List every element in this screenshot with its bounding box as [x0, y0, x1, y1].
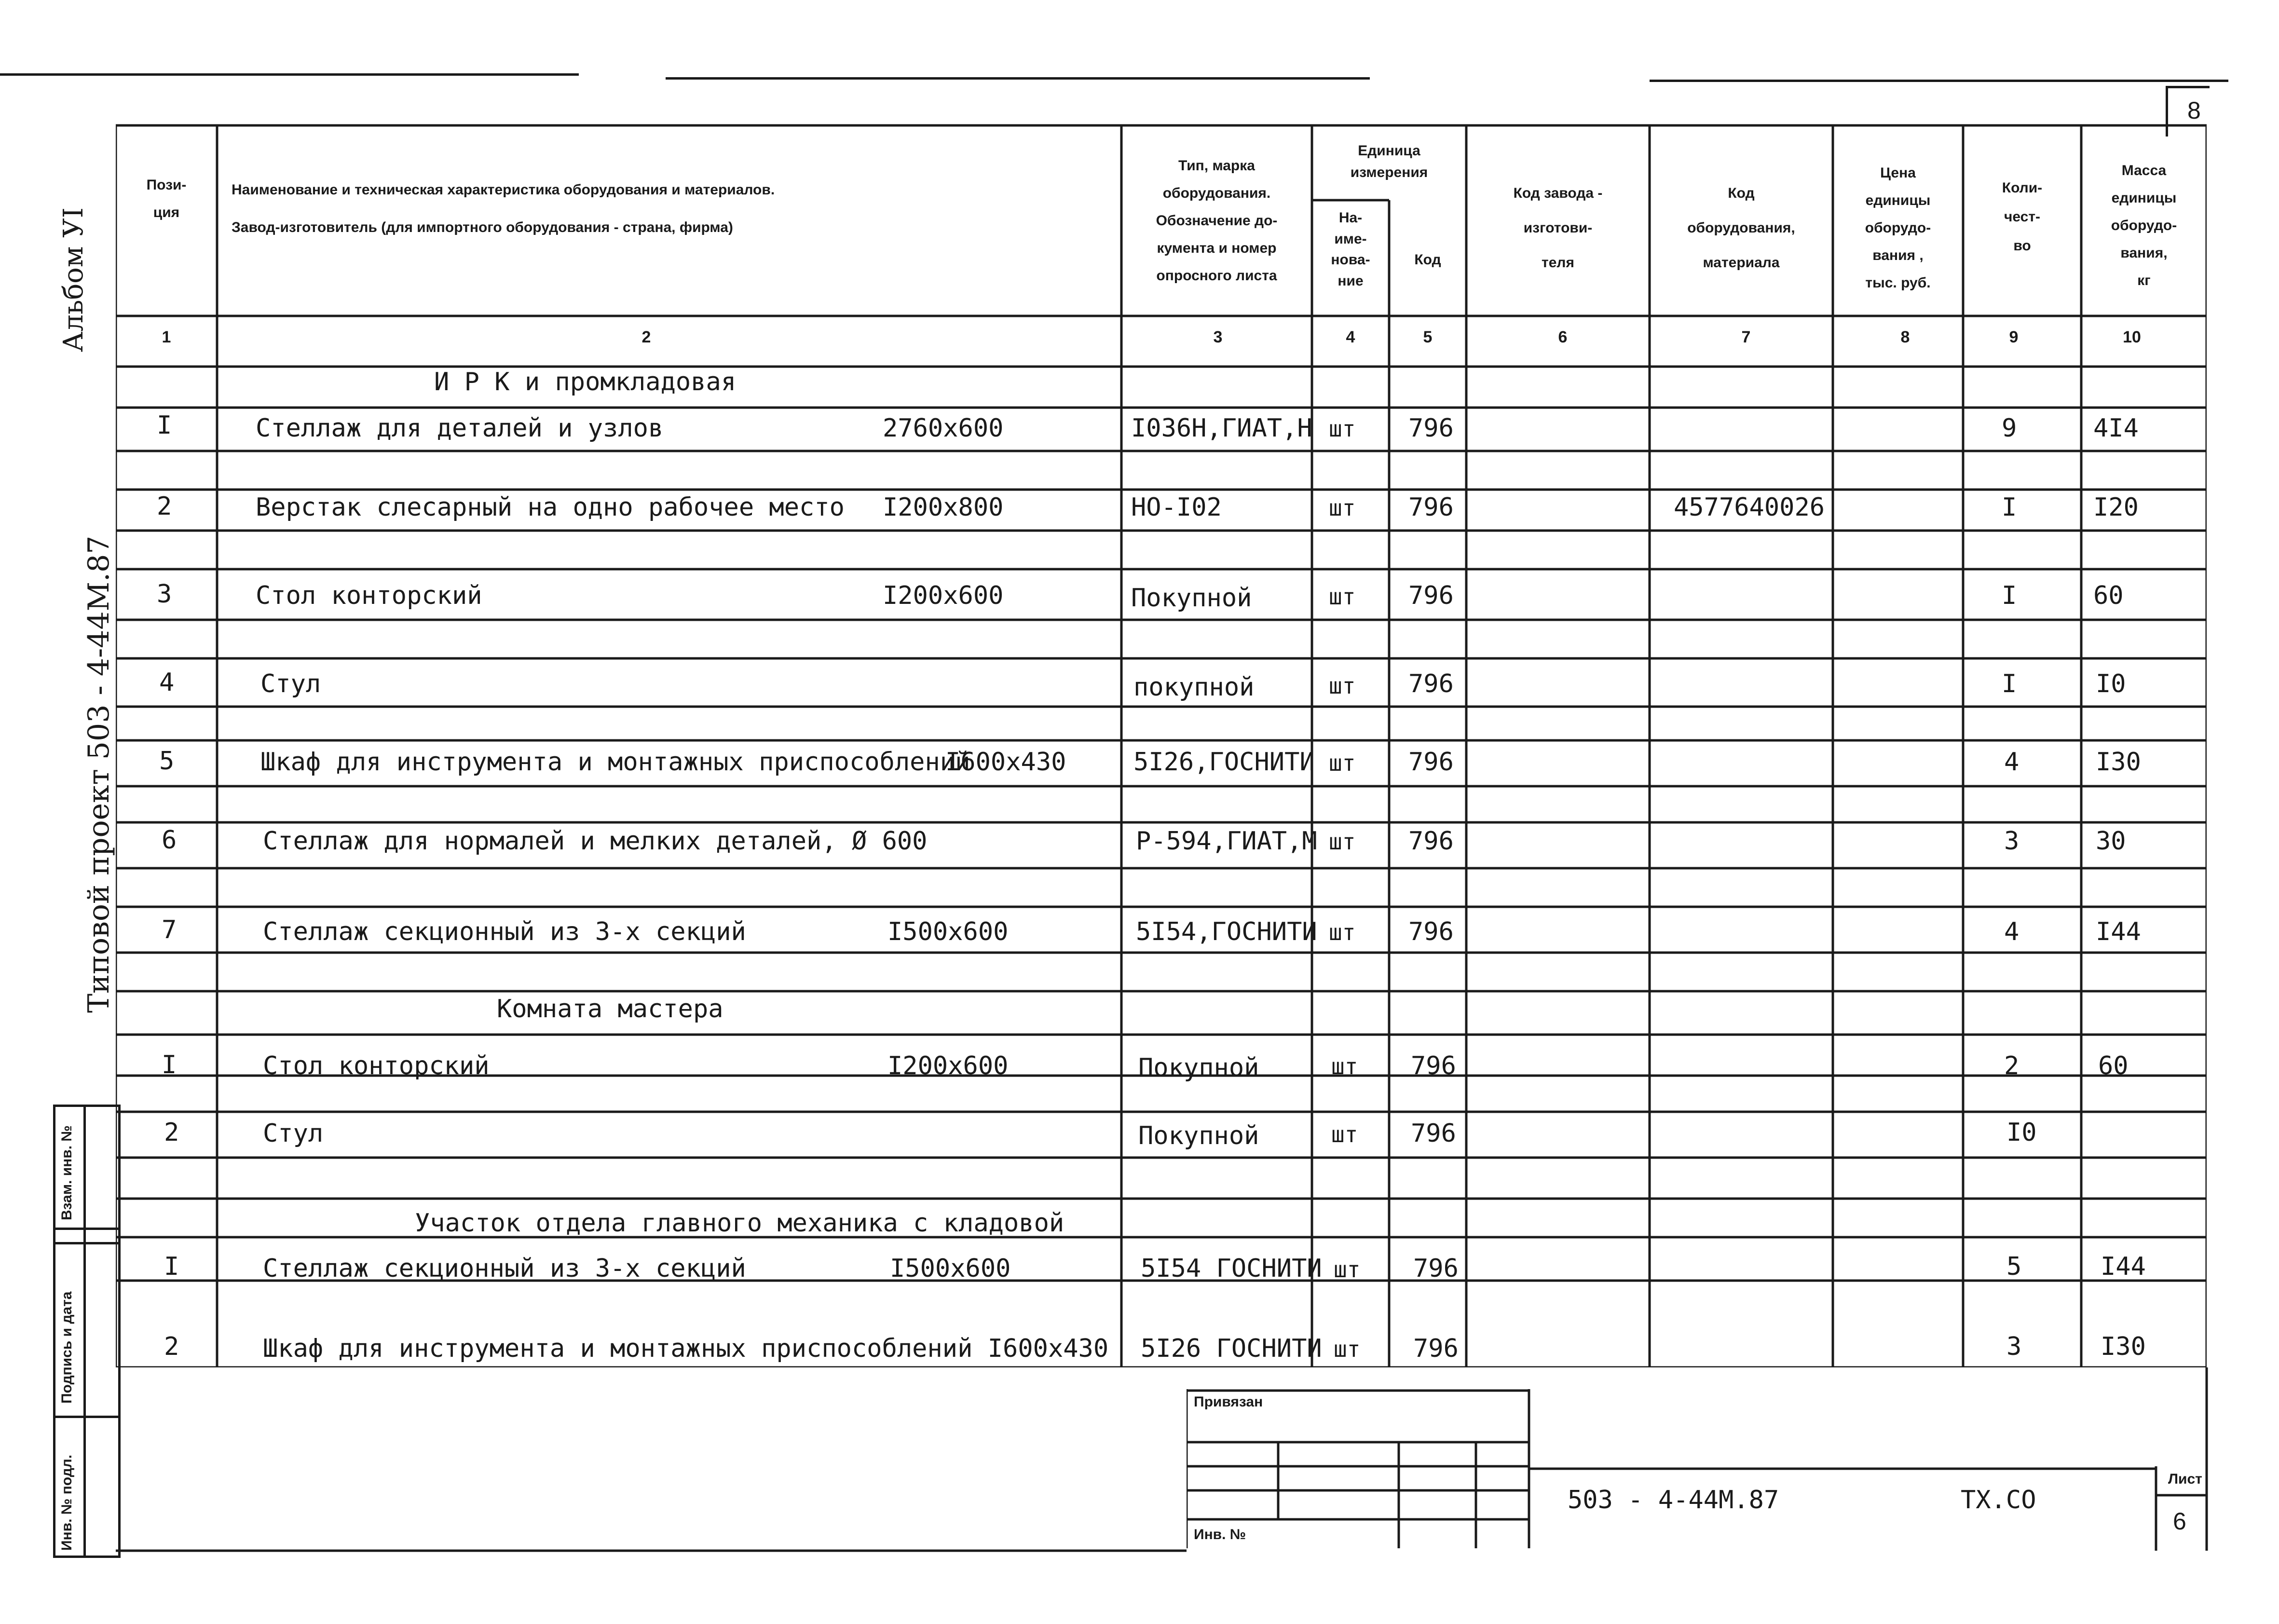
- row-unit-code: 796: [1408, 581, 1454, 610]
- row-quantity: 5: [2006, 1252, 2022, 1281]
- row-quantity: 3: [2006, 1332, 2022, 1361]
- row-position: 4: [159, 668, 175, 697]
- row-position: I: [157, 411, 172, 440]
- row-mass: I20: [2093, 493, 2139, 522]
- row-type: Покупной: [1131, 584, 1252, 613]
- row-type: Покупной: [1138, 1053, 1259, 1082]
- row-name: Стол конторский: [256, 581, 482, 610]
- side-stamp-inv-vzam: Взам. инв. №: [59, 1125, 75, 1220]
- row-unit: шт: [1329, 495, 1356, 521]
- header-type: Тип, марка оборудования. Обозначение до- кумента и номер опросного листа: [1156, 158, 1278, 284]
- side-stamp-sign-date: Подпись и дата: [59, 1291, 75, 1404]
- row-unit-code: 796: [1408, 827, 1454, 856]
- row-unit-code: 796: [1408, 669, 1454, 698]
- colnum-4: 4: [1346, 328, 1355, 346]
- row-unit: шт: [1329, 919, 1356, 945]
- row-unit: шт: [1329, 673, 1356, 699]
- row-type: НО-I02: [1131, 493, 1222, 522]
- row-unit-code: 796: [1408, 748, 1454, 777]
- section-title: И Р К и промкладовая: [434, 368, 737, 396]
- sheet-label: Лист: [2168, 1471, 2202, 1487]
- row-unit: шт: [1329, 750, 1356, 776]
- colnum-10: 10: [2123, 328, 2141, 346]
- row-quantity: 4: [2004, 748, 2020, 777]
- row-position: 2: [164, 1332, 179, 1361]
- row-dimensions: 2760х600: [883, 414, 1004, 443]
- row-name: Шкаф для инструмента и монтажных приспособлений I600х430: [263, 1334, 1109, 1363]
- row-position: 6: [162, 826, 177, 855]
- row-type: 5I26 ГОСНИТИ: [1141, 1334, 1322, 1363]
- colnum-9: 9: [2009, 328, 2019, 346]
- title-block-privyazan: Привязан: [1194, 1394, 1263, 1410]
- row-type: 5I54 ГОСНИТИ: [1141, 1254, 1322, 1283]
- row-unit-code: 796: [1408, 414, 1454, 443]
- header-quantity: Коли- чест- во: [2002, 180, 2043, 254]
- row-quantity: I0: [2006, 1118, 2037, 1147]
- row-position: I: [164, 1252, 179, 1281]
- row-type: Р-594,ГИАТ,М: [1136, 827, 1317, 856]
- row-position: 3: [157, 580, 172, 609]
- row-unit-code: 796: [1408, 493, 1454, 522]
- row-name: Стол конторский: [263, 1051, 490, 1080]
- header-mass: Масса единицы оборудо- вания, кг: [2111, 163, 2177, 288]
- title-block-inv-no: Инв. №: [1194, 1527, 1246, 1542]
- row-unit: шт: [1331, 1053, 1358, 1079]
- row-unit: шт: [1331, 1121, 1358, 1147]
- row-type: 5I26,ГОСНИТИ: [1133, 748, 1315, 777]
- row-unit: шт: [1329, 584, 1356, 610]
- row-mass: I0: [2096, 669, 2126, 698]
- colnum-3: 3: [1213, 328, 1223, 346]
- row-name: Стеллаж для нормалей и мелких деталей, Ø 600: [263, 827, 928, 856]
- colnum-1: 1: [162, 328, 171, 346]
- header-unit-code: Код: [1414, 252, 1441, 268]
- row-quantity: I: [2002, 669, 2017, 698]
- header-unit: Единица измерения: [1350, 143, 1428, 180]
- section-title: Комната мастера: [497, 995, 723, 1024]
- row-position: 2: [164, 1118, 179, 1147]
- row-quantity: 3: [2004, 827, 2020, 856]
- colnum-8: 8: [1900, 328, 1910, 346]
- colnum-7: 7: [1741, 328, 1751, 346]
- row-quantity: I: [2002, 581, 2017, 610]
- row-name: Стул: [260, 669, 321, 698]
- row-name: Стеллаж для деталей и узлов: [256, 414, 664, 443]
- row-quantity: 4: [2004, 917, 2020, 946]
- row-type: I036Н,ГИАТ,Н: [1131, 414, 1312, 443]
- row-dimensions: I200х600: [883, 581, 1004, 610]
- row-name: Стул: [263, 1119, 324, 1148]
- row-unit: шт: [1334, 1256, 1361, 1283]
- row-name: Верстак слесарный на одно рабочее место: [256, 493, 845, 522]
- row-unit-code: 796: [1413, 1254, 1459, 1283]
- row-unit: шт: [1329, 416, 1356, 442]
- row-position: 7: [162, 915, 177, 944]
- header-material-code: Код оборудования, материала: [1687, 185, 1795, 271]
- sheet-code: ТХ.СО: [1961, 1486, 2036, 1515]
- project-label: Типовой проект 503 - 4-44М.87: [82, 535, 116, 1013]
- row-quantity: I: [2002, 493, 2017, 522]
- row-unit-code: 796: [1411, 1051, 1456, 1080]
- row-position: I: [162, 1051, 177, 1079]
- row-unit: шт: [1329, 829, 1356, 855]
- header-price: Цена единицы оборудо- вания , тыс. руб.: [1865, 165, 1931, 291]
- row-quantity: 9: [2002, 414, 2017, 443]
- row-mass: 4I4: [2093, 414, 2139, 443]
- row-unit-code: 796: [1411, 1119, 1456, 1148]
- colnum-2: 2: [641, 328, 651, 346]
- row-type: покупной: [1133, 673, 1255, 702]
- row-mass: 30: [2096, 827, 2126, 856]
- row-name: Стеллаж секционный из 3-х секций: [263, 917, 746, 946]
- row-mass: 60: [2093, 581, 2124, 610]
- row-unit-code: 796: [1413, 1334, 1459, 1363]
- row-unit: шт: [1334, 1336, 1361, 1362]
- header-unit-name: На- име- нова- ние: [1331, 210, 1370, 289]
- document-code: 503 - 4-44М.87: [1568, 1486, 1779, 1515]
- row-dimensions: I200х600: [887, 1051, 1009, 1080]
- row-quantity: 2: [2004, 1051, 2020, 1080]
- row-mass: I30: [2101, 1332, 2146, 1361]
- row-name: Шкаф для инструмента и монтажных приспособлений: [260, 748, 970, 777]
- row-dimensions: I600х430: [945, 748, 1066, 777]
- side-stamp-inv-podl: Инв. № подл.: [59, 1454, 75, 1551]
- header-factory-code: Код завода - изготови- теля: [1513, 185, 1603, 271]
- row-type: 5I54,ГОСНИТИ: [1136, 917, 1317, 946]
- page-number: 8: [2187, 97, 2201, 124]
- row-mass: I30: [2096, 748, 2141, 777]
- row-mass: I44: [2101, 1252, 2146, 1281]
- row-dimensions: I500х600: [890, 1254, 1011, 1283]
- row-position: 5: [159, 747, 175, 776]
- row-type: Покупной: [1138, 1121, 1259, 1150]
- row-mass: I44: [2096, 917, 2141, 946]
- sheet-number: 6: [2173, 1508, 2186, 1535]
- header-position: Пози- ция: [146, 177, 187, 220]
- row-mass: 60: [2098, 1051, 2129, 1080]
- row-name: Стеллаж секционный из 3-х секций: [263, 1254, 746, 1283]
- colnum-5: 5: [1423, 328, 1433, 346]
- row-dimensions: I200х800: [883, 493, 1004, 522]
- row-unit-code: 796: [1408, 917, 1454, 946]
- section-title: Участок отдела главного механика с кладовой: [415, 1209, 1064, 1238]
- colnum-6: 6: [1558, 328, 1568, 346]
- row-material-code: 4577640026: [1674, 493, 1825, 522]
- header-name: Наименование и техническая характеристика оборудования и материалов. Завод-изготовитель (для импортного оборудования - страна, фирма): [232, 182, 775, 235]
- album-label: Альбом УІ: [58, 207, 89, 352]
- row-dimensions: I500х600: [887, 917, 1009, 946]
- row-position: 2: [157, 492, 172, 521]
